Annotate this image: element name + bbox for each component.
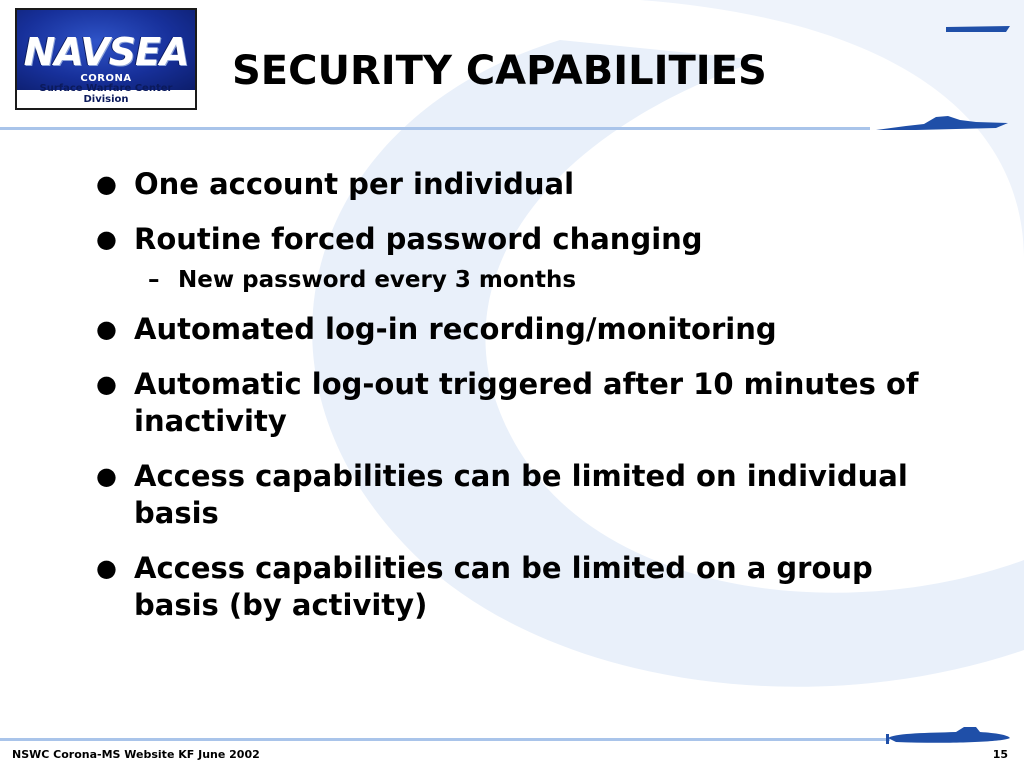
logo-emblem bbox=[17, 10, 195, 90]
logo-sub-label: CORONA bbox=[80, 73, 132, 84]
bullet-text: Access capabilities can be limited on a group basis (by activity) bbox=[134, 551, 873, 622]
flag-stripe-icon bbox=[946, 24, 1012, 36]
bullet-item bbox=[96, 311, 956, 348]
submarine-icon bbox=[886, 724, 1012, 746]
bullet-item bbox=[96, 221, 956, 258]
page-number: 15 bbox=[992, 748, 1008, 761]
footer-text: NSWC Corona-MS Website KF June 2002 bbox=[12, 748, 260, 761]
bullet-marker-icon: ● bbox=[96, 315, 117, 343]
slide-title: SECURITY CAPABILITIES bbox=[232, 48, 767, 94]
ship-silhouette-icon bbox=[876, 112, 1010, 134]
navsea-logo bbox=[15, 8, 197, 110]
bullet-text: Access capabilities can be limited on individual basis bbox=[134, 459, 908, 530]
bullet-marker-icon: ● bbox=[96, 554, 117, 582]
bullet-text: One account per individual bbox=[134, 167, 575, 201]
bullet-marker-icon: ● bbox=[96, 370, 117, 398]
bullet-text: Automatic log-out triggered after 10 minutes of inactivity bbox=[134, 367, 919, 438]
logo-wordmark: NAVSEA bbox=[23, 30, 189, 74]
bullet-item bbox=[96, 366, 956, 440]
bullet-marker-icon: ● bbox=[96, 170, 117, 198]
bullet-text: New password every 3 months bbox=[178, 267, 577, 293]
header-rule bbox=[0, 127, 870, 130]
logo-caption: Surface Warfare Center Division bbox=[39, 83, 173, 105]
bullet-list bbox=[96, 166, 956, 642]
bullet-text: Automated log-in recording/monitoring bbox=[134, 312, 777, 346]
bullet-item bbox=[96, 166, 956, 203]
footer-rule bbox=[0, 738, 890, 741]
bullet-marker-icon: ● bbox=[96, 225, 117, 253]
sub-bullet-item bbox=[96, 266, 956, 294]
dash-marker-icon: – bbox=[148, 267, 160, 293]
bullet-item bbox=[96, 458, 956, 532]
bullet-item bbox=[96, 550, 956, 624]
bullet-text: Routine forced password changing bbox=[134, 222, 703, 256]
bullet-marker-icon: ● bbox=[96, 462, 117, 490]
